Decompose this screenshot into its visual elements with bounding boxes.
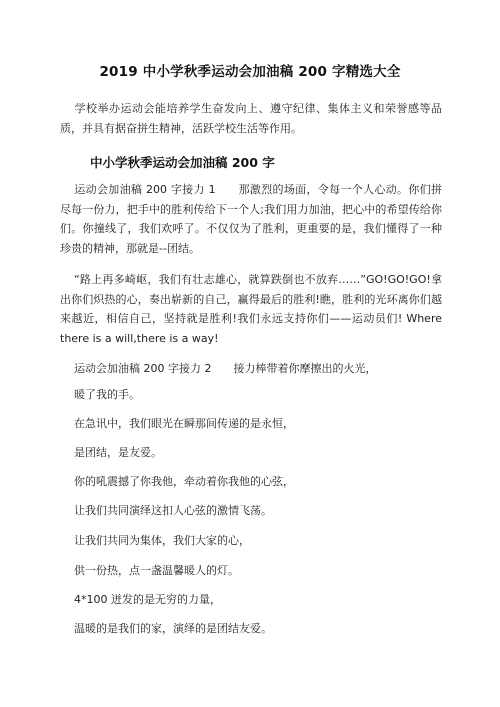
intro-paragraph <box>60 99 442 138</box>
section-subtitle: 中小学秋季运动会加油稿 200 字 <box>90 155 275 170</box>
document-title: 2019 中小学秋季运动会加油稿 200 字精选大全 <box>99 64 401 80</box>
cheer-line: 让我们共同为集体，我们大家的心， <box>74 534 250 547</box>
cheer-line: 暖了我的手。 <box>74 388 140 401</box>
cheer-line: 温暖的是我们的家，演绎的是团结友爱。 <box>74 622 272 635</box>
body-paragraph-2 <box>60 270 442 348</box>
cheer-line: 是团结，是友爱。 <box>74 446 162 459</box>
body-paragraph-1 <box>60 180 442 258</box>
cheer-line: 让我们共同演绎这扣人心弦的激情飞荡。 <box>74 504 272 517</box>
cheer-line: 运动会加油稿 200 字接力 2 接力棒带着你摩擦出的火光， <box>74 362 377 375</box>
intro-text: 学校举办运动会能培养学生奋发向上、遵守纪律、集体主义和荣誉感等品质，并具有据奋拼生精神，活跃学校生活等作用。 <box>60 102 442 135</box>
cheer-line: 在急讯中，我们眼光在瞬那间传递的是永恒， <box>74 417 294 430</box>
body-paragraph-2-text: “路上再多崎岖，我们有壮志雄心，就算跌倒也不放弃……”GO!GO!GO!拿出你们炽热的心，奏出崭新的自己，赢得最后的胜利!瞧，胜利的光环离你们越来越近，相信自己，坚持就是胜利!我们永远支持你们——运动员们! Where there is a will,there is a way! <box>60 273 442 345</box>
cheer-line: 你的吼震撼了你我他，牵动着你我他的心弦， <box>74 475 294 488</box>
cheer-line: 供一份热，点一盏温馨暖人的灯。 <box>74 564 239 577</box>
cheer-line: 4*100 迸发的是无穷的力量， <box>74 593 221 606</box>
body-paragraph-1-text: 运动会加油稿 200 字接力 1 那激烈的场面，令每一个人心动。你们拼尽每一份力，把手中的胜利传给下一个人;我们用力加油，把心中的希望传给你们。你撞线了，我们欢呼了。不仅仅为了胜利，更重要的是，我们懂得了一种珍贵的精神，那就是--团结。 <box>60 183 442 255</box>
